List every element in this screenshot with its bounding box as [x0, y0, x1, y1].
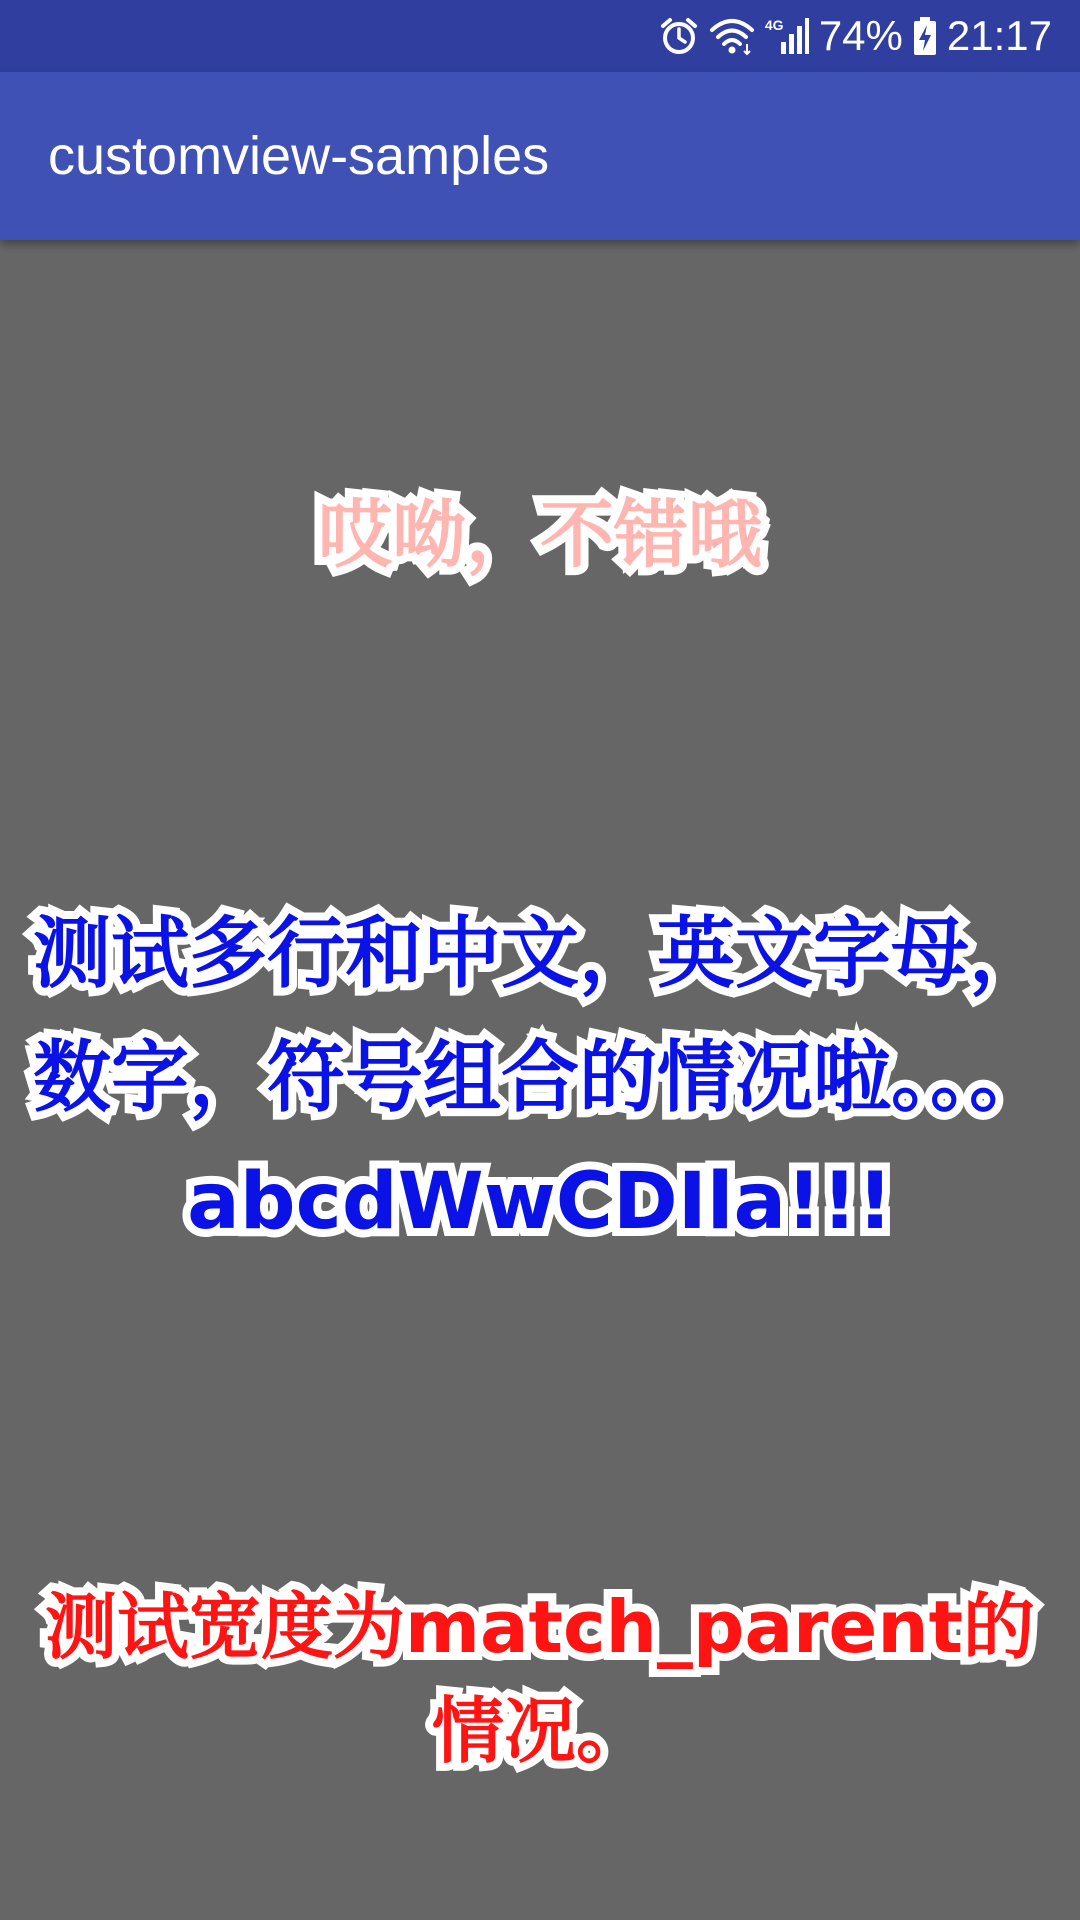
stroked-text-view-1: 哎呦，不错哦 [318, 492, 762, 578]
network-type-label: 4G [764, 17, 784, 33]
stroked-text-view-2: 测试多行和中文，英文字母，数字，符号组合的情况啦。。。abcdWwCDIla!!! [32, 909, 1047, 1247]
alarm-icon [659, 16, 699, 56]
clock: 21:17 [946, 12, 1052, 59]
signal-icon [765, 16, 809, 56]
battery-percent: 74% [818, 12, 903, 59]
battery-charging-icon [913, 16, 937, 56]
stroked-text-view-3: 测试宽度为match_parent的情况。 [44, 1585, 1036, 1773]
status-bar [0, 0, 1080, 72]
app-bar [0, 72, 1080, 240]
status-icons [659, 0, 1052, 72]
wifi-icon [709, 16, 755, 56]
app-title: customview-samples [48, 126, 550, 186]
